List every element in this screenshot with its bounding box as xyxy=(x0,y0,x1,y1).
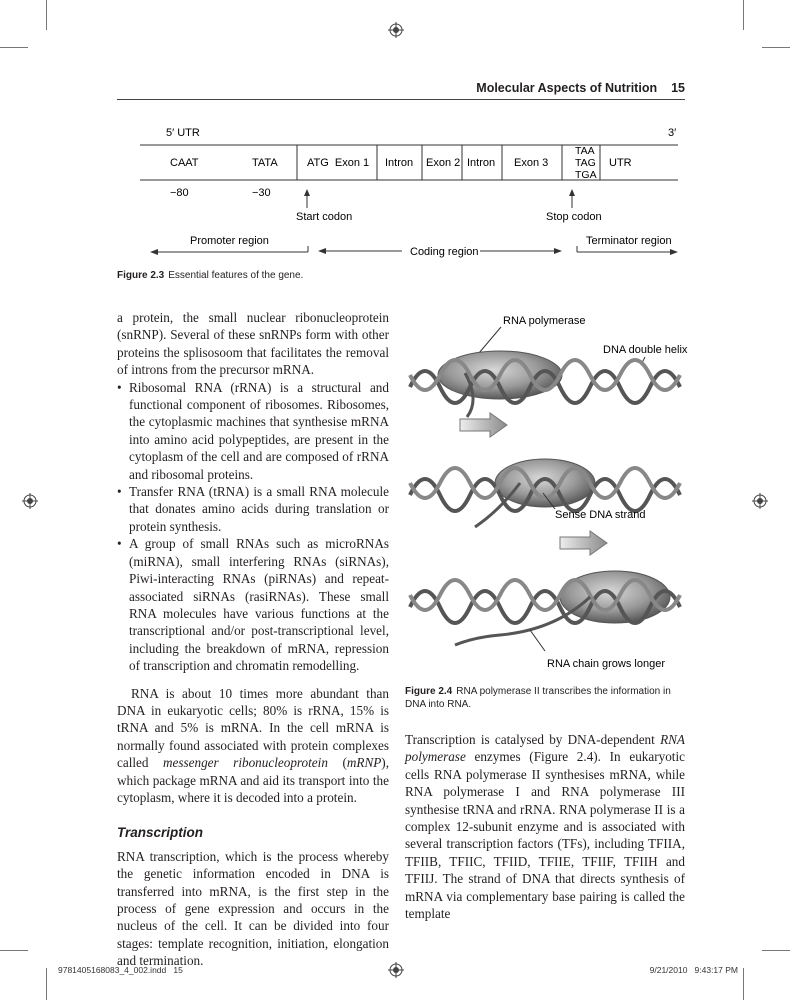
segment-tata: TATA xyxy=(252,157,278,169)
utr5-label: 5′ UTR xyxy=(166,127,200,139)
start-codon-label: Start codon xyxy=(296,211,353,223)
header-rule xyxy=(117,99,685,100)
crop-mark xyxy=(762,950,790,951)
promoter-arrow-icon xyxy=(150,249,158,255)
figure-2-3-gene-diagram xyxy=(140,118,685,268)
rna-polymerase-label: RNA polymerase xyxy=(503,315,586,327)
segment-exon1: ATG Exon 1 xyxy=(307,157,370,169)
stop-codon-tga: TGA xyxy=(575,169,597,181)
running-header xyxy=(476,81,685,95)
terminator-arrow-icon xyxy=(670,249,678,255)
figure-2-3-caption-label: Figure 2.3 xyxy=(117,270,165,281)
rna-chain-grows-label: RNA chain grows longer xyxy=(547,658,666,670)
coding-arrow-right-icon xyxy=(554,248,562,254)
right-column xyxy=(405,731,685,922)
paragraph-snrnp: a protein, the small nuclear ribonucleoprotein (snRNP). Several of these snRNPs form with other proteins the splisosoom that facilitates the removal of introns from the precursor mRNA. xyxy=(117,310,389,378)
crop-mark xyxy=(46,0,47,30)
crop-mark xyxy=(743,0,744,30)
segment-caat: CAAT xyxy=(170,157,199,169)
segment-exon3: Exon 3 xyxy=(514,157,549,169)
left-column xyxy=(117,309,389,970)
coding-region-label: Coding region xyxy=(410,246,479,258)
footer-file: 9781405168083_4_002.indd 15 xyxy=(58,965,183,975)
term-mrnp: messenger ribonucleoprotein xyxy=(163,755,328,771)
rna-chain-pointer xyxy=(530,630,545,651)
footer-date: 9/21/2010 9:43:17 PM xyxy=(649,965,738,975)
registration-mark-icon xyxy=(752,493,768,509)
coding-arrow-left-icon xyxy=(318,248,326,254)
figure-2-4-caption-label: Figure 2.4 xyxy=(405,686,453,697)
terminator-region-label: Terminator region xyxy=(586,235,672,247)
start-arrow-icon xyxy=(304,189,310,196)
crop-mark xyxy=(762,47,790,48)
position-minus-80: −80 xyxy=(170,187,189,199)
figure-2-4-caption-text: RNA polymerase II transcribes the information in DNA into RNA. xyxy=(405,686,671,710)
utr3-label: 3′ xyxy=(668,127,677,139)
promoter-region-label: Promoter region xyxy=(190,235,269,247)
paragraph-rna-polymerase: Transcription is catalysed by DNA-dependent RNA polymerase enzymes (Figure 2.4). In eukaryotic cells RNA polymerase II synthesises mRNA, while RNA polymerase I and RNA polymerase III synthesise tRNA and rRNA. RNA polymerase II is a complex 12-subunit enzyme and is associated with several transcription factors (TFs), including TFIIA, TFIIB, TFIIC, TFIID, TFIIE, TFIIF, TFIIH and TFIIJ. The strand of DNA that directs synthesis of mRNA via complementary base pairing is called the template xyxy=(405,732,685,922)
stop-codon-tag: TAG xyxy=(575,157,596,169)
segment-intron-2: Intron xyxy=(467,157,496,169)
segment-intron-1: Intron xyxy=(385,157,414,169)
stop-arrow-icon xyxy=(569,189,575,196)
paragraph-transcription: RNA transcription, which is the process whereby the genetic information encoded in DNA is transferred into mRNA, is the first step in the process of gene expression and occurs in the nucleus of the cell. It can be divided into four stages: template recognition, initiation, elongation and termination. xyxy=(117,848,389,969)
page-number: 15 xyxy=(671,81,685,95)
sense-dna-strand-label: Sense DNA strand xyxy=(555,509,646,521)
figure-2-4-caption xyxy=(405,685,690,711)
crop-mark xyxy=(743,968,744,1000)
list-item-small-rnas: • A group of small RNAs such as microRNAs (miRNA), small interfering RNAs (siRNAs), Piwi-interacting RNAs (piRNAs) and repeat-associated siRNAs (rasiRNAs). These small RNA molecules have various functions at the transcriptional and/or post-transcriptional level, including the breakdown of mRNA, repression of transcription and chromatin remodelling. xyxy=(117,535,389,674)
figure-2-3-caption xyxy=(117,270,303,281)
dna-double-helix-label: DNA double helix xyxy=(603,344,688,356)
registration-mark-icon xyxy=(22,493,38,509)
figure-2-3-caption-text: Essential features of the gene. xyxy=(168,270,304,281)
list-item-trna: • Transfer RNA (tRNA) is a small RNA molecule that donates amino acids during translation or protein synthesis. xyxy=(117,483,389,535)
stop-codon-label: Stop codon xyxy=(546,211,602,223)
registration-mark-icon xyxy=(388,22,404,38)
rna-polymerase-pointer xyxy=(479,327,501,353)
crop-mark xyxy=(0,47,28,48)
segment-exon2: Exon 2 xyxy=(426,157,461,169)
paragraph-rna-abundance: RNA is about 10 times more abundant than DNA in eukaryotic cells; 80% is rRNA, 15% is tRNA and 5% is mRNA. In the cell mRNA is normally found associated with protein complexes called messenger ribonucleoprotein (mRNP), which package mRNA and aid its transport into the cytoplasm, where it is decoded into a protein. xyxy=(117,685,389,805)
segment-utr: UTR xyxy=(609,157,632,169)
term-mrnp-abbrev: mRNP xyxy=(346,755,382,771)
figure-2-4-rna-polymerase xyxy=(405,305,690,675)
section-title-transcription: Transcription xyxy=(117,825,204,841)
header-title: Molecular Aspects of Nutrition xyxy=(476,81,658,95)
position-minus-30: −30 xyxy=(252,187,271,199)
term-rna-polymerase: RNA polymerase xyxy=(405,732,685,765)
crop-mark xyxy=(0,950,28,951)
stop-codon-taa: TAA xyxy=(575,145,595,157)
rna-types-list xyxy=(117,379,389,675)
process-arrow-2-icon xyxy=(560,531,607,555)
registration-mark-icon xyxy=(388,962,404,978)
list-item-rrna: • Ribosomal RNA (rRNA) is a structural and functional component of ribosomes. Ribosomes, the cytoplasmic machines that synthesise mRNA into amino acid polypeptides, are present in the cytoplasm of the cell and are composed of rRNA and ribosomal proteins. xyxy=(117,379,389,483)
crop-mark xyxy=(46,968,47,1000)
